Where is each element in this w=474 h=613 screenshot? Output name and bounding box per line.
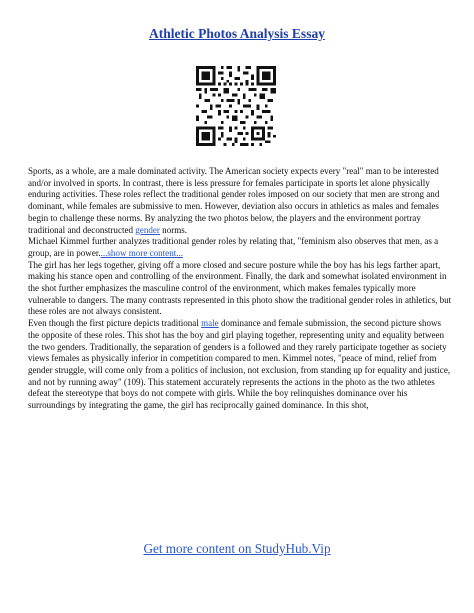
qr-code-icon: [196, 66, 276, 146]
document-title-link[interactable]: Athletic Photos Analysis Essay: [149, 26, 325, 41]
male-link[interactable]: male: [201, 318, 219, 329]
gender-link[interactable]: gender: [135, 224, 160, 235]
paragraph-4: Even though the first picture depicts traditional male dominance and female submission, the second picture shows the opposite of these roles. This shot has the boy and girl playing together, representing unity and equality between the two genders. Traditionally, the separation of genders is a followed and they rarely participate together as society views females as physically inferior in competition compared to men. Kimmel notes, "peace of mind, relief from gender struggle, will come only from a politics of inclusion, not exclusion, from standing up for equality and justice, and not by running away" (109). This statement accurately represents the actions in the photo as the two athletes defeat the stereotype that boys do not compete with girls. While the boy relinquishes dominance over his surroundings by integrating the game, the girl has reciprocally gained dominance. In this shot,: [28, 318, 451, 411]
get-more-content-link[interactable]: Get more content on StudyHub.Vip: [143, 541, 331, 556]
paragraph-3: The girl has her legs together, giving off a more closed and secure posture while the boy has his legs farther apart, making his stance open and controlling of the environment. Finally, the dark and somewhat isolated environment in the shot further emphasizes the masculine control of the environment, which makes females typically more vulnerable to dangers. The many contrasts represented in this photo show the traditional gender roles in athletics, but these roles are not always consistent.: [28, 259, 452, 317]
paragraph-1: Sports, as a whole, are a male dominated activity. The American society expects every "real" man to be interested and/or involved in sports. In contrast, there is less pressure for females participate in sports let alone physically enduring activities. These roles reflect the traditional gender roles imposed on our society that men are strong and dominant, while females are submissive to men. However, deviation also occurs in athletics as males and females begin to challenge these norms. By analyzing the two photos below, the players and the environment portray traditional and deconstructed gender norms.: [28, 166, 440, 235]
essay-body: [28, 166, 452, 412]
show-more-link[interactable]: ...show more content...: [100, 247, 184, 258]
paragraph-2: Michael Kimmel further analyzes traditional gender roles by relating that, "feminism also observes that men, as a group, are in power....show more content...: [28, 236, 439, 258]
